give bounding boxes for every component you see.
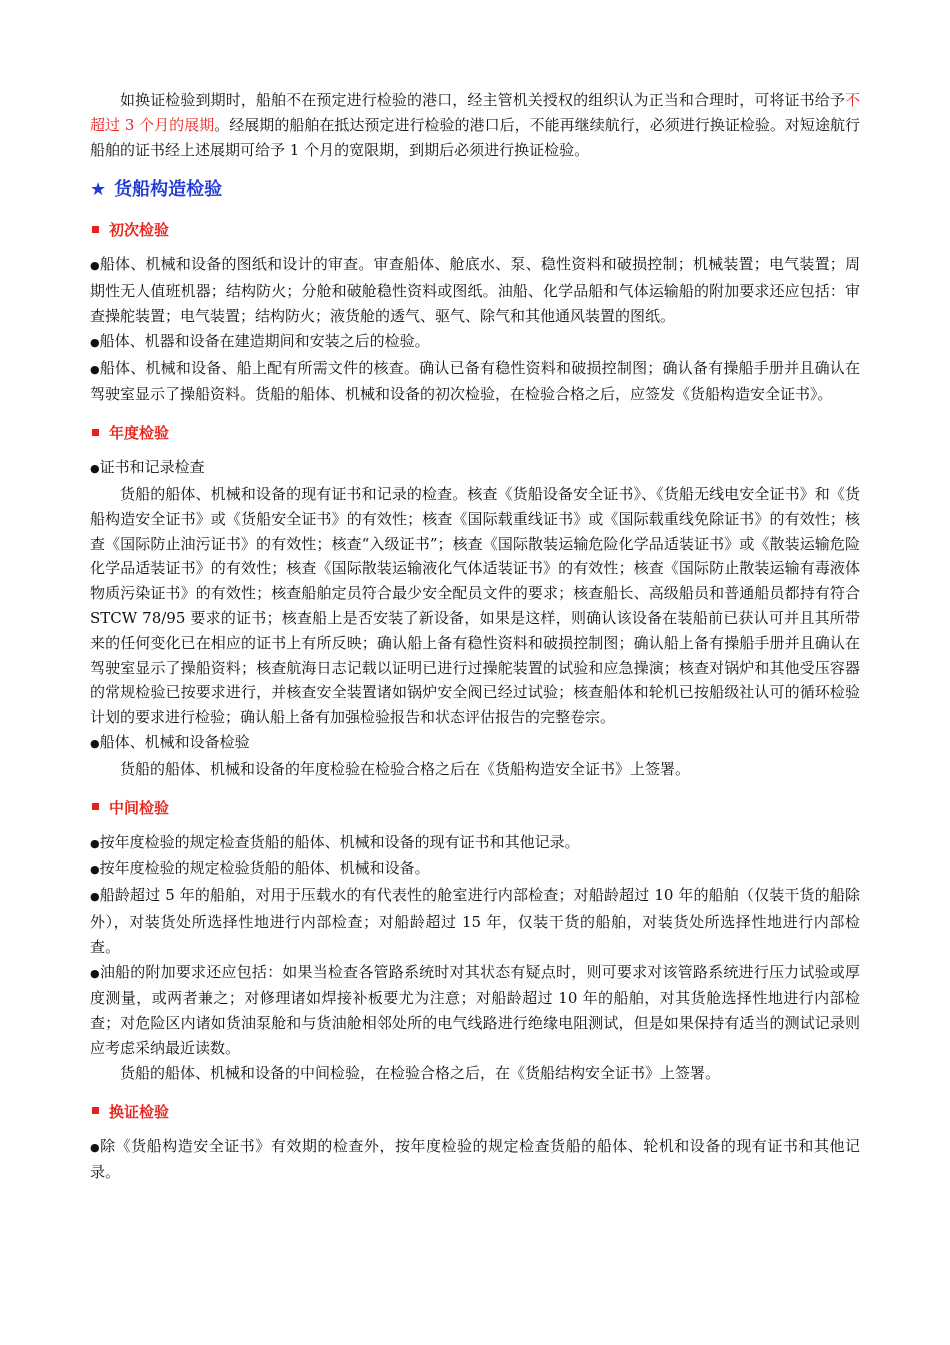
intro-paragraph: 如换证检验到期时，船舶不在预定进行检验的港口，经主管机关授权的组织认为正当和合理时，可将证书给予不超过 3 个月的展期。经展期的船舶在抵达预定进行检验的港口后，不能再继续航行，必须进行换证检验。对短途航行船舶的证书经上述展期可给予 1 个月的宽限期，到期后必须进行换证检验。 [90,91,860,159]
red-square-icon [92,226,99,233]
list-item: ● 除《货船构造安全证书》有效期的检查外，按年度检验的规定检查货船的船体、轮机和设备的现有证书和其他记录。 [90,1134,860,1186]
document-page [90,88,860,1185]
list-item: ● 船体、机械和设备检验 [90,730,860,757]
red-square-icon [92,803,99,810]
annual-survey-heading: 年度检验 [90,421,860,445]
extension-highlight: 不超过 3 个月的展期 [90,91,860,134]
list-item: ● 船体、机械和设备的图纸和设计的审查。审查船体、舱底水、泵、稳性资料和破损控制；机械装置；电气装置；周期性无人值班机器；结构防火；分舱和破舱稳性资料或图纸。油船、化学品船和气体运输船的附加要求还应包括：审查操舵装置；电气装置；结构防火；液货舱的透气、驱气、除气和其他通风装置的图纸。 [90,252,860,328]
list-item: ● 按年度检验的规定检验货船的船体、机械和设备。 [90,856,860,883]
list-item: ● 船龄超过 5 年的船舶，对用于压载水的有代表性的舱室进行内部检查；对船龄超过 10 年的船舶（仅装干货的船除外），对装货处所选择性地进行内部检查；对船龄超过 15 年，仅装干货的船舶，对装货处所选择性地进行内部检查。 [90,883,860,959]
paragraph: 货船的船体、机械和设备的现有证书和记录的检查。核查《货船设备安全证书》、《货船无线电安全证书》和《货船构造安全证书》或《货船安全证书》的有效性；核查《国际载重线证书》或《国际载重线免除证书》的有效性；核查《国际防止油污证书》的有效性；核查“入级证书”；核查《国际散装运输危险化学品适装证书》或《散装运输危险化学品适装证书》的有效性；核查《国际散装运输液化气体适装证书》的有效性；核查《国际防止散装运输有毒液体物质污染证书》的有效性；核查船舶定员符合最少安全配员文件的要求；核查船长、高级船员和普通船员都持有符合 STCW 78/95 要求的证书；核查船上是否安装了新设备，如果是这样，则确认该设备在装船前已获认可并且其所带来的任何变化已在相应的证书上有所反映；确认船上备有稳性资料和破损控制图；确认船上备有操船手册并且确认在驾驶室显示了操船资料；核查航海日志记载以证明已进行过操舵装置的试验和应急操演；核查对锅炉和其他受压容器的常规检验已按要求进行，并核查安全装置诸如锅炉安全阀已经过试验；核查船体和轮机已按船级社认可的循环检验计划的要求进行检验；确认船上备有加强检验报告和状态评估报告的完整卷宗。 [90,484,860,727]
paragraph: 货船的船体、机械和设备的中间检验，在检验合格之后，在《货船结构安全证书》上签署。 [120,1063,721,1082]
list-item: ● 船体、机器和设备在建造期间和安装之后的检验。 [90,329,860,356]
list-item: ● 按年度检验的规定检查货船的船体、机械和设备的现有证书和其他记录。 [90,830,860,857]
star-icon: ★ [90,179,107,201]
list-item: ● 证书和记录检查 [90,455,860,482]
main-heading-title: 货船构造检验 [114,179,223,201]
renewal-survey-heading: 换证检验 [90,1100,860,1124]
red-square-icon [92,1107,99,1114]
intermediate-survey-heading: 中间检验 [90,796,860,820]
red-square-icon [92,429,99,436]
list-item: ● 船体、机械和设备、船上配有所需文件的核查。确认已备有稳性资料和破损控制图；确认备有操船手册并且确认在驾驶室显示了操船资料。货船的船体、机械和设备的初次检验，在检验合格之后，应签发《货船构造安全证书》。 [90,356,860,408]
paragraph: 货船的船体、机械和设备的年度检验在检验合格之后在《货船构造安全证书》上签署。 [120,759,691,778]
initial-survey-heading: 初次检验 [90,218,860,242]
cargo-ship-construction-heading [90,176,860,204]
list-item: ● 油船的附加要求还应包括：如果当检查各管路系统时对其状态有疑点时，则可要求对该管路系统进行压力试验或厚度测量，或两者兼之；对修理诸如焊接补板要尤为注意；对船龄超过 10 年的船舶，对其货舱选择性地进行内部检查；对危险区内诸如货油泵舱和与货油舱相邻处所的电气线路进行绝缘电阻测试，但是如果保持有适当的测试记录则应考虑采纳最近读数。 [90,960,860,1061]
